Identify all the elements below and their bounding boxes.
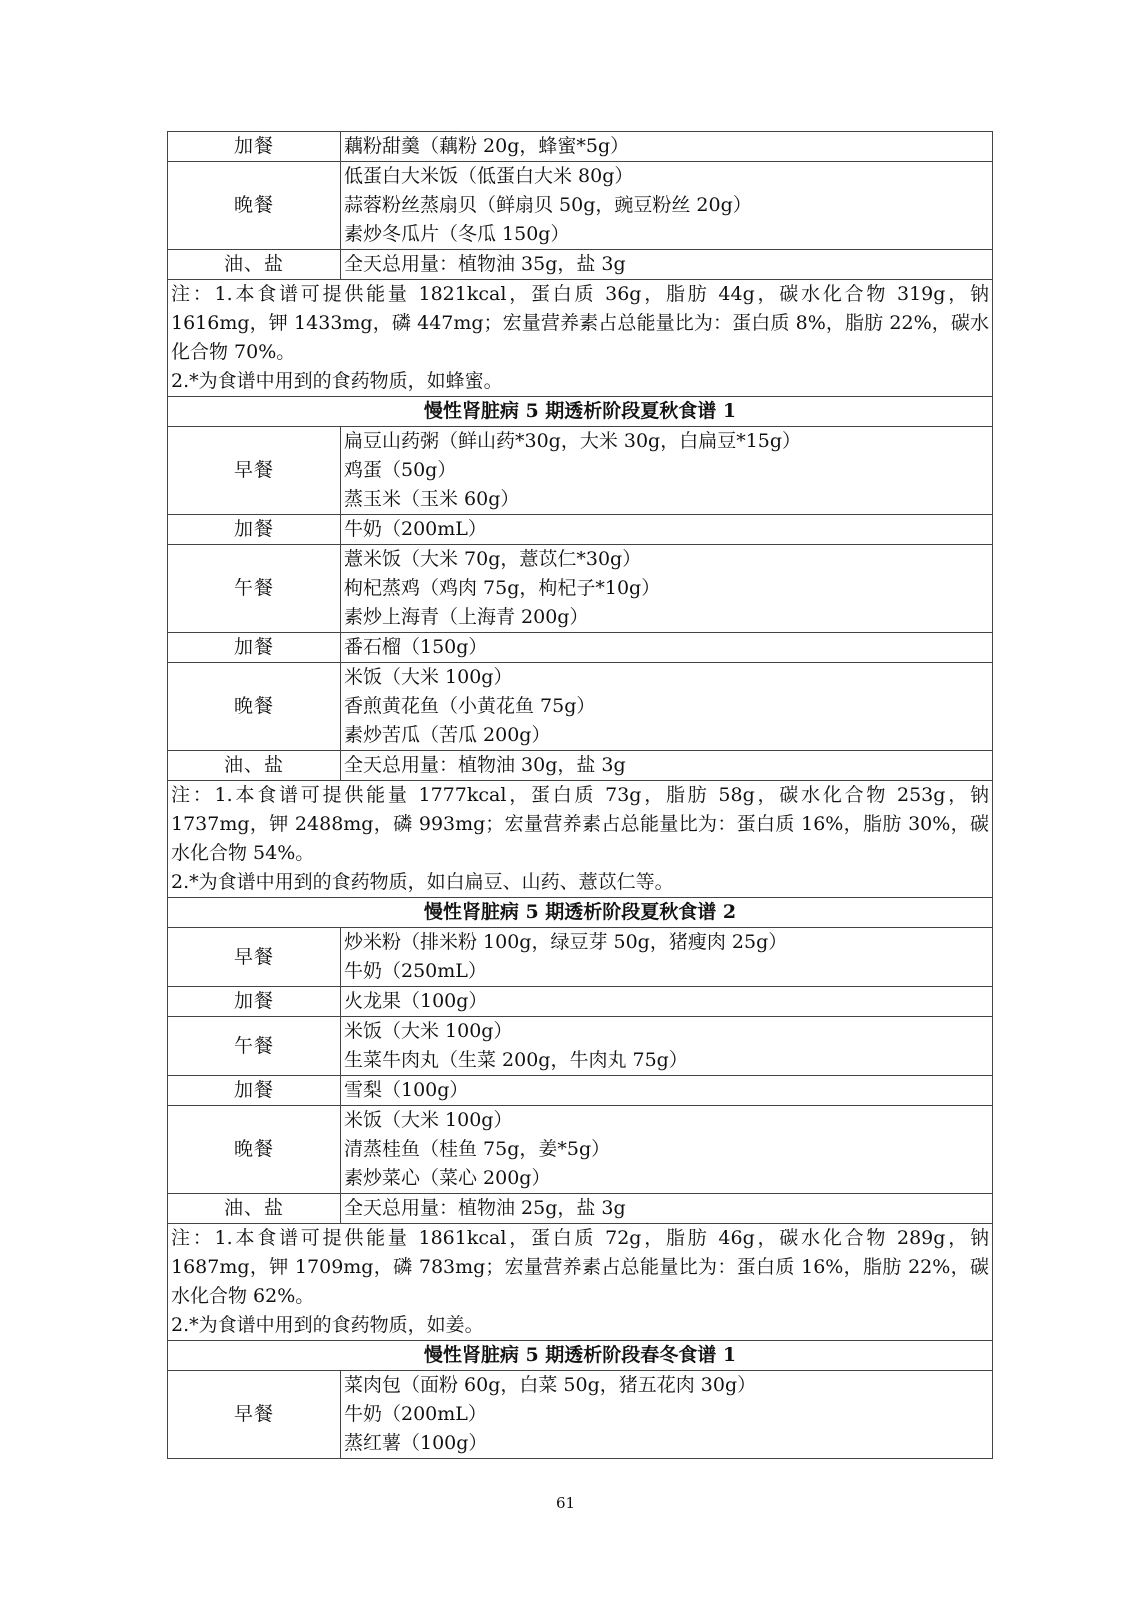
nutrition-note xyxy=(168,781,993,898)
section-title-row xyxy=(168,898,993,928)
recipe-section-title: 慢性肾脏病 5 期透析阶段春冬食谱 1 xyxy=(168,1341,993,1371)
meal-row xyxy=(168,250,993,280)
meal-item-line: 菜肉包（面粉 60g，白菜 50g，猪五花肉 30g） xyxy=(344,1374,757,1396)
section-title-row xyxy=(168,397,993,427)
meal-label: 晚餐 xyxy=(168,1106,341,1194)
meal-items xyxy=(341,1106,993,1194)
nutrition-note xyxy=(168,280,993,397)
meal-row xyxy=(168,545,993,633)
meal-label: 加餐 xyxy=(168,633,341,663)
meal-row xyxy=(168,162,993,250)
meal-item-line: 蒜蓉粉丝蒸扇贝（鲜扇贝 50g，豌豆粉丝 20g） xyxy=(344,194,752,216)
note-row xyxy=(168,781,993,898)
note-line: 注：1.本食谱可提供能量 1861kcal，蛋白质 72g，脂肪 46g，碳水化合物 289g，钠 1687mg，钾 1709mg，磷 783mg；宏量营养素占总能量比为：蛋白质 16%，脂肪 22%，碳水化合物 62%。 xyxy=(171,1227,989,1307)
meal-row xyxy=(168,515,993,545)
meal-items xyxy=(341,633,993,663)
meal-item-line: 米饭（大米 100g） xyxy=(344,666,513,688)
meal-items xyxy=(341,250,993,280)
meal-row xyxy=(168,1371,993,1459)
note-line: 注：1.本食谱可提供能量 1777kcal，蛋白质 73g，脂肪 58g，碳水化合物 253g，钠 1737mg，钾 2488mg，磷 993mg；宏量营养素占总能量比为：蛋白质 16%，脂肪 30%，碳水化合物 54%。 xyxy=(171,784,989,864)
meal-label: 晚餐 xyxy=(168,162,341,250)
meal-row xyxy=(168,1076,993,1106)
meal-items xyxy=(341,427,993,515)
meal-item-line: 素炒苦瓜（苦瓜 200g） xyxy=(344,724,551,746)
meal-row xyxy=(168,928,993,987)
meal-items xyxy=(341,1194,993,1224)
meal-label: 加餐 xyxy=(168,1076,341,1106)
meal-label: 早餐 xyxy=(168,1371,341,1459)
meal-items xyxy=(341,132,993,162)
meal-items xyxy=(341,663,993,751)
meal-item-line: 番石榴（150g） xyxy=(344,636,488,658)
meal-row xyxy=(168,1194,993,1224)
note-row xyxy=(168,280,993,397)
page-number: 61 xyxy=(555,1494,576,1512)
recipe-section-title: 慢性肾脏病 5 期透析阶段夏秋食谱 2 xyxy=(168,898,993,928)
meal-label: 加餐 xyxy=(168,987,341,1017)
meal-item-line: 素炒上海青（上海青 200g） xyxy=(344,606,589,628)
meal-label: 油、盐 xyxy=(168,751,341,781)
meal-item-line: 枸杞蒸鸡（鸡肉 75g，枸杞子*10g） xyxy=(344,577,661,599)
meal-item-line: 全天总用量：植物油 35g，盐 3g xyxy=(344,253,626,275)
meal-item-line: 牛奶（200mL） xyxy=(344,1403,487,1425)
meal-item-line: 牛奶（200mL） xyxy=(344,518,487,540)
meal-item-line: 生菜牛肉丸（生菜 200g，牛肉丸 75g） xyxy=(344,1049,688,1071)
meal-item-line: 炒米粉（排米粉 100g，绿豆芽 50g，猪瘦肉 25g） xyxy=(344,931,788,953)
meal-items xyxy=(341,1371,993,1459)
meal-item-line: 鸡蛋（50g） xyxy=(344,459,457,481)
meal-label: 油、盐 xyxy=(168,250,341,280)
meal-items xyxy=(341,162,993,250)
meal-label: 加餐 xyxy=(168,132,341,162)
meal-item-line: 全天总用量：植物油 30g，盐 3g xyxy=(344,754,626,776)
recipe-table-body xyxy=(168,132,993,1459)
meal-item-line: 牛奶（250mL） xyxy=(344,960,487,982)
meal-row xyxy=(168,751,993,781)
meal-row xyxy=(168,633,993,663)
nutrition-note xyxy=(168,1224,993,1341)
meal-items xyxy=(341,751,993,781)
meal-item-line: 藕粉甜羹（藕粉 20g，蜂蜜*5g） xyxy=(344,135,630,157)
meal-item-line: 蒸红薯（100g） xyxy=(344,1432,488,1454)
meal-item-line: 清蒸桂鱼（桂鱼 75g，姜*5g） xyxy=(344,1138,611,1160)
meal-item-line: 香煎黄花鱼（小黄花鱼 75g） xyxy=(344,695,596,717)
meal-row xyxy=(168,1106,993,1194)
meal-row xyxy=(168,987,993,1017)
meal-item-line: 火龙果（100g） xyxy=(344,990,488,1012)
meal-item-line: 全天总用量：植物油 25g，盐 3g xyxy=(344,1197,626,1219)
meal-item-line: 素炒冬瓜片（冬瓜 150g） xyxy=(344,223,570,245)
meal-item-line: 米饭（大米 100g） xyxy=(344,1109,513,1131)
meal-items xyxy=(341,515,993,545)
note-line: 2.*为食谱中用到的食药物质，如姜。 xyxy=(171,1314,484,1336)
meal-items xyxy=(341,1076,993,1106)
meal-label: 早餐 xyxy=(168,427,341,515)
note-row xyxy=(168,1224,993,1341)
meal-item-line: 薏米饭（大米 70g，薏苡仁*30g） xyxy=(344,548,642,570)
meal-row xyxy=(168,427,993,515)
meal-item-line: 素炒菜心（菜心 200g） xyxy=(344,1167,551,1189)
meal-label: 午餐 xyxy=(168,1017,341,1076)
recipe-table xyxy=(167,131,993,1459)
meal-item-line: 蒸玉米（玉米 60g） xyxy=(344,488,520,510)
meal-label: 加餐 xyxy=(168,515,341,545)
meal-items xyxy=(341,545,993,633)
section-title-row xyxy=(168,1341,993,1371)
note-line: 注：1.本食谱可提供能量 1821kcal，蛋白质 36g，脂肪 44g，碳水化合物 319g，钠 1616mg，钾 1433mg，磷 447mg；宏量营养素占总能量比为：蛋白质 8%，脂肪 22%，碳水化合物 70%。 xyxy=(171,283,989,363)
meal-item-line: 米饭（大米 100g） xyxy=(344,1020,513,1042)
meal-label: 油、盐 xyxy=(168,1194,341,1224)
note-line: 2.*为食谱中用到的食药物质，如蜂蜜。 xyxy=(171,370,503,392)
meal-items xyxy=(341,987,993,1017)
recipe-section-title: 慢性肾脏病 5 期透析阶段夏秋食谱 1 xyxy=(168,397,993,427)
meal-label: 晚餐 xyxy=(168,663,341,751)
note-line: 2.*为食谱中用到的食药物质，如白扁豆、山药、薏苡仁等。 xyxy=(171,871,674,893)
meal-row xyxy=(168,132,993,162)
meal-items xyxy=(341,928,993,987)
meal-item-line: 扁豆山药粥（鲜山药*30g，大米 30g，白扁豆*15g） xyxy=(344,430,802,452)
meal-row xyxy=(168,663,993,751)
meal-row xyxy=(168,1017,993,1076)
meal-item-line: 雪梨（100g） xyxy=(344,1079,469,1101)
meal-label: 早餐 xyxy=(168,928,341,987)
meal-item-line: 低蛋白大米饭（低蛋白大米 80g） xyxy=(344,165,634,187)
meal-items xyxy=(341,1017,993,1076)
meal-label: 午餐 xyxy=(168,545,341,633)
